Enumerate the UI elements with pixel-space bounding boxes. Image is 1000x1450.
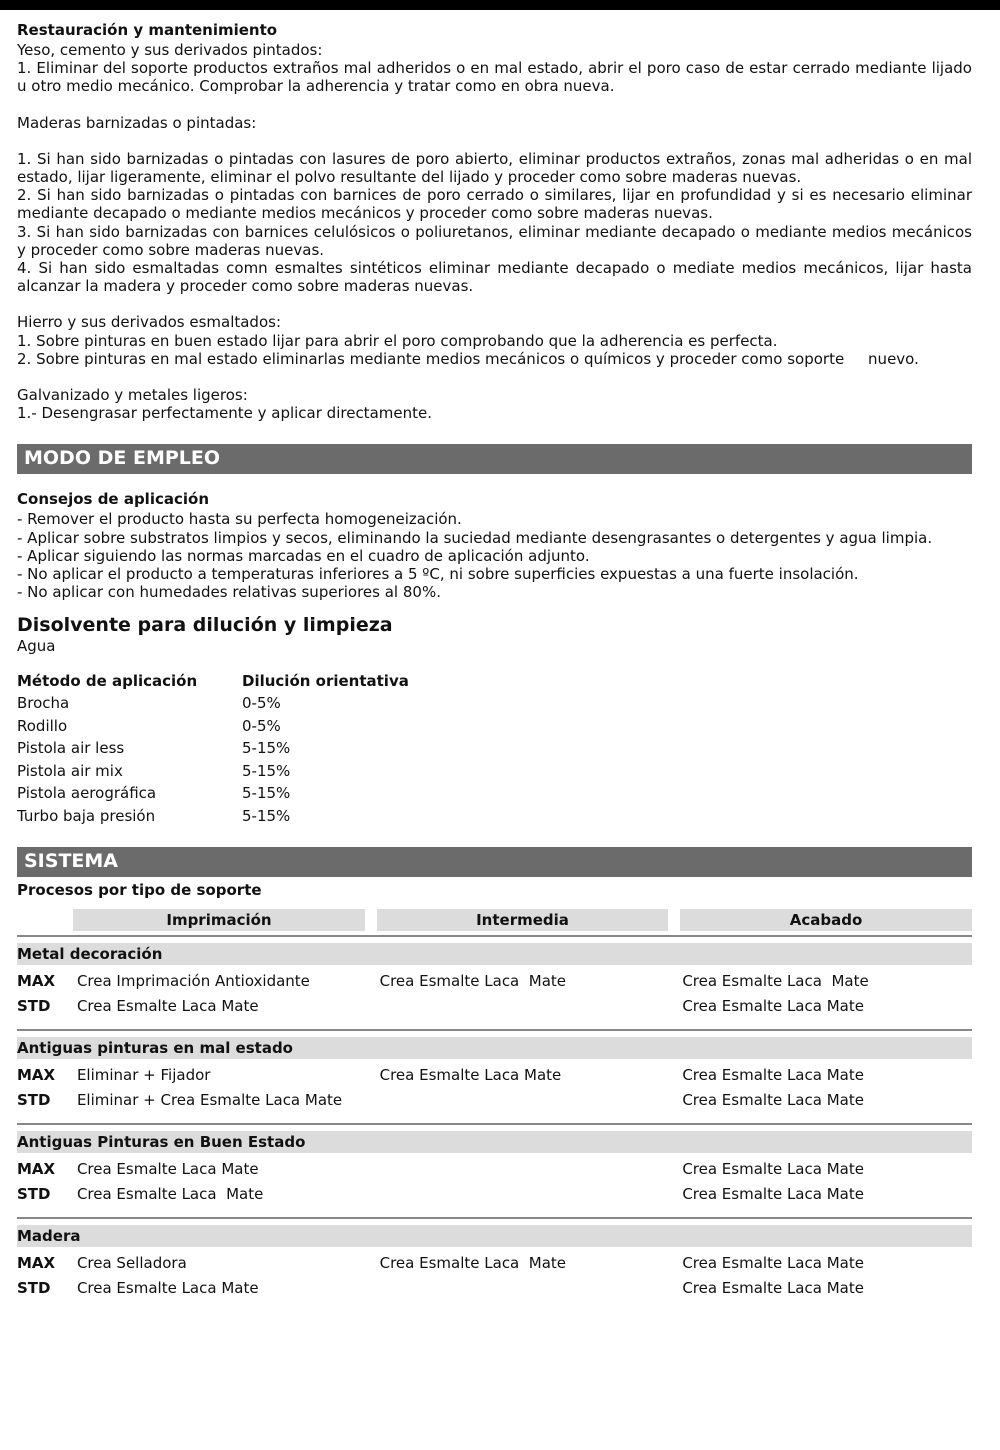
system-row — [17, 1182, 972, 1207]
system-row — [17, 1157, 972, 1182]
dilucion-row — [17, 760, 972, 783]
consejo-item: - Aplicar sobre substratos limpios y secos, eliminando la suciedad mediante desengrasantes o detergentes y agua limpia. — [17, 528, 933, 547]
consejo-item: - No aplicar con humedades relativas superiores al 80%. — [17, 583, 441, 602]
banner-modo-empleo: MODO DE EMPLEO — [17, 444, 972, 474]
sistema-subtitle: Procesos por tipo de soporte — [17, 881, 262, 900]
system-row — [17, 969, 972, 994]
dilucion-valor: 0-5% — [242, 694, 281, 713]
row-level: STD — [17, 1091, 51, 1110]
dilucion-metodo: Brocha — [17, 694, 70, 713]
group-title: Metal decoración — [17, 943, 972, 965]
group-title: Madera — [17, 1225, 972, 1247]
dilucion-metodo: Turbo baja presión — [17, 806, 156, 825]
hierro-item: 1. Sobre pinturas en buen estado lijar para abrir el poro comprobando que la adherencia es perfecta. — [17, 331, 778, 350]
row-level: MAX — [17, 1160, 56, 1179]
hierro-heading: Hierro y sus derivados esmaltados: — [17, 313, 282, 332]
consejos-title: Consejos de aplicación — [17, 490, 209, 509]
row-level: STD — [17, 1279, 51, 1298]
group-title: Antiguas pinturas en mal estado — [17, 1037, 972, 1059]
cell-acabado: Crea Esmalte Laca Mate — [682, 1254, 864, 1273]
system-row — [17, 1088, 972, 1113]
dilucion-row — [17, 805, 972, 828]
dilucion-row — [17, 692, 972, 715]
top-black-bar — [0, 0, 1000, 10]
cell-imprimacion: Crea Selladora — [76, 1254, 187, 1273]
cell-imprimacion: Crea Imprimación Antioxidante — [76, 972, 310, 991]
galv-heading: Galvanizado y metales ligeros: — [17, 386, 248, 405]
system-row — [17, 1251, 972, 1276]
group-title: Antiguas Pinturas en Buen Estado — [17, 1131, 972, 1153]
cell-imprimacion: Crea Esmalte Laca Mate — [76, 1160, 259, 1179]
dilucion-valor: 5-15% — [242, 739, 291, 758]
disolvente-title: Disolvente para dilución y limpieza — [17, 614, 393, 637]
cell-imprimacion: Eliminar + Crea Esmalte Laca Mate — [76, 1091, 343, 1110]
document-page — [17, 19, 972, 1301]
row-level: STD — [17, 997, 51, 1016]
cell-intermedia — [380, 1182, 683, 1207]
maderas-item: 4. Si han sido esmaltadas comn esmaltes sintéticos eliminar mediante decapado o mediate medios mecánicos, lijar hasta alcanzar la madera y proceder como sobre maderas nuevas. — [17, 259, 972, 296]
consejo-item: - No aplicar el producto a temperaturas inferiores a 5 ºC, ni sobre superficies expuestas a una fuerte insolación. — [17, 565, 859, 584]
cell-acabado: Crea Esmalte Laca Mate — [682, 1066, 864, 1085]
column-header-intermedia: Intermedia — [377, 909, 668, 931]
cell-intermedia — [380, 1088, 683, 1113]
dilucion-row — [17, 782, 972, 805]
group-divider — [17, 935, 972, 937]
column-header-imprimacion: Imprimación — [73, 909, 365, 931]
maderas-item: 2. Si han sido barnizadas o pintadas con barnices de poro cerrado o similares, lijar en profundidad y si es necesario eliminar mediante decapado o mediante medios mecánicos y proceder como sobre maderas nuevas. — [17, 186, 972, 223]
banner-sistema: SISTEMA — [17, 847, 972, 877]
system-row — [17, 994, 972, 1019]
sistema-column-headers — [17, 909, 972, 931]
dilucion-valor: 0-5% — [242, 716, 281, 735]
system-row — [17, 1063, 972, 1088]
cell-imprimacion: Eliminar + Fijador — [76, 1066, 211, 1085]
cell-imprimacion: Crea Esmalte Laca Mate — [76, 1279, 259, 1298]
dilucion-row — [17, 715, 972, 738]
galv-item: 1.- Desengrasar perfectamente y aplicar directamente. — [17, 404, 432, 423]
cell-acabado: Crea Esmalte Laca Mate — [682, 1160, 864, 1179]
dilucion-metodo: Pistola aerográfica — [17, 784, 157, 803]
section-title-restauracion: Restauración y mantenimiento — [17, 21, 278, 39]
cell-imprimacion: Crea Esmalte Laca Mate — [76, 997, 259, 1016]
yeso-heading: Yeso, cemento y sus derivados pintados: — [17, 41, 323, 59]
cell-intermedia — [380, 1157, 683, 1182]
dilucion-metodo: Pistola air less — [17, 739, 125, 758]
group-divider — [17, 1029, 972, 1031]
cell-acabado: Crea Esmalte Laca Mate — [682, 997, 864, 1016]
maderas-item: 3. Si han sido barnizadas con barnices celulósicos o poliuretanos, eliminar mediante decapado o mediante medios mecánicos y proceder como sobre maderas nuevas. — [17, 222, 972, 259]
cell-intermedia — [380, 1276, 683, 1301]
column-header-acabado: Acabado — [680, 909, 972, 931]
cell-intermedia: Crea Esmalte Laca Mate — [379, 972, 567, 991]
hierro-item: 2. Sobre pinturas en mal estado eliminarlas mediante medios mecánicos o químicos y proceder como soporte nuevo. — [17, 349, 919, 368]
consejo-item: - Remover el producto hasta su perfecta homogeneización. — [17, 510, 462, 529]
maderas-heading: Maderas barnizadas o pintadas: — [17, 113, 257, 132]
maderas-item: 1. Si han sido barnizadas o pintadas con lasures de poro abierto, eliminar productos extraños, zonas mal adheridas o en mal estado, lijar ligeramente, eliminar el polvo resultante del lijado y proceder como sobre maderas nuevas. — [17, 149, 972, 187]
cell-intermedia: Crea Esmalte Laca Mate — [379, 1066, 562, 1085]
cell-acabado: Crea Esmalte Laca Mate — [682, 972, 869, 991]
consejo-item: - Aplicar siguiendo las normas marcadas en el cuadro de aplicación adjunto. — [17, 546, 590, 565]
system-row — [17, 1276, 972, 1301]
dilucion-valor: 5-15% — [242, 784, 291, 803]
row-level: MAX — [17, 972, 56, 991]
dilucion-valor: 5-15% — [242, 761, 291, 780]
cell-intermedia — [380, 994, 683, 1019]
dilucion-metodo: Pistola air mix — [17, 761, 123, 780]
row-level: MAX — [17, 1066, 56, 1085]
yeso-text: 1. Eliminar del soporte productos extraños mal adheridos o en mal estado, abrir el poro caso de estar cerrado mediante lijado u otro medio mecánico. Comprobar la adherencia y tratar como en obra nueva. — [17, 59, 972, 96]
disolvente-value: Agua — [17, 637, 56, 656]
dilucion-metodo: Rodillo — [17, 716, 68, 735]
group-divider — [17, 1217, 972, 1219]
cell-acabado: Crea Esmalte Laca Mate — [682, 1279, 864, 1298]
dilucion-header-dilucion: Dilución orientativa — [242, 671, 409, 690]
dilucion-header-metodo: Método de aplicación — [17, 671, 198, 690]
dilucion-header-row — [17, 670, 972, 693]
cell-imprimacion: Crea Esmalte Laca Mate — [76, 1185, 264, 1204]
dilucion-valor: 5-15% — [242, 806, 291, 825]
row-level: MAX — [17, 1254, 56, 1273]
cell-acabado: Crea Esmalte Laca Mate — [682, 1091, 864, 1110]
group-divider — [17, 1123, 972, 1125]
dilucion-row — [17, 737, 972, 760]
row-level: STD — [17, 1185, 51, 1204]
cell-intermedia: Crea Esmalte Laca Mate — [379, 1254, 567, 1273]
sistema-groups — [17, 935, 972, 1301]
cell-acabado: Crea Esmalte Laca Mate — [682, 1185, 864, 1204]
